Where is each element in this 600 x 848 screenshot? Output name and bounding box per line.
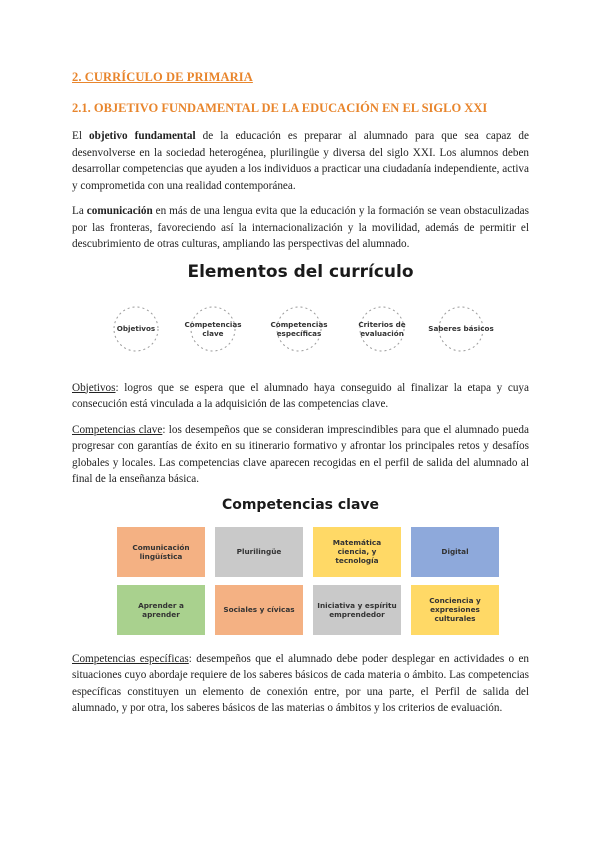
- section-title: 2. CURRÍCULO DE PRIMARIA: [72, 70, 253, 84]
- competencia-cell: Iniciativa y espíritu emprendedor: [313, 585, 401, 635]
- paragraph-comunicacion: [72, 203, 529, 253]
- diagram-competencias-title: Competencias clave: [221, 496, 380, 513]
- document-page: [72, 70, 529, 726]
- diagram-elements: [72, 302, 529, 370]
- definition-text: : logros que se espera que el alumnado haya conseguido al finalizar la etapa y cuya consecución está vinculada a la adquisición de las competencias clave.: [72, 381, 529, 410]
- p2-pre: La: [72, 205, 87, 217]
- competencia-cell: Aprender a aprender: [117, 585, 205, 635]
- element-circle-competencias-clave: [179, 302, 247, 356]
- competencia-cell: Conciencia y expresiones culturales: [411, 585, 499, 635]
- competencias-grid: [117, 527, 529, 635]
- definition-text: : los desempeños que se consideran imprescindibles para que el alumnado pueda progresar con garantías de éxito en su itinerario formativo y afrontar los principales retos y desafíos globales y locales. Las competencias clave aparecen recogidas en el perfil de salida del alumnado al final de la enseñanza básica.: [72, 423, 529, 485]
- element-circle-competencias-especificas: [265, 302, 333, 356]
- p2-bold: comunicación: [86, 205, 153, 217]
- p1-pre: El: [72, 130, 90, 142]
- p1-bold: objetivo fundamental: [89, 130, 196, 142]
- subsection-title: 2.1. OBJETIVO FUNDAMENTAL DE LA EDUCACIÓN EN EL SIGLO XXI: [72, 101, 488, 115]
- competencia-cell: Comunicación lingüística: [117, 527, 205, 577]
- definition-competencias-especificas: [72, 651, 529, 717]
- element-label: Saberes básicos: [428, 324, 494, 333]
- element-circle-saberes: [427, 302, 495, 356]
- element-circle-objetivos: [102, 302, 170, 356]
- element-label: Competencias clave: [184, 319, 242, 338]
- element-label: Competencias específicas: [270, 319, 328, 338]
- definition-text: : desempeños que el alumnado debe poder desplegar en actividades o en situaciones cuyo abordaje requiere de los saberes básicos de cada materia o ámbito. Las competencias específicas constituyen un elemento de conexión entre, por una parte, el Perfil de salida del alumnado, y por otra, los saberes básicos de las materias o ámbitos y los criterios de evaluación.: [72, 652, 529, 714]
- p1-post: de la educación es preparar al alumnado para que sea capaz de desenvolverse en la sociedad heterogénea, plurilingüe y diversa del siglo XXI. Los alumnos deben desarrollar competencias que ayuden a los individuos a practicar una ciudadanía independiente, activa y comprometida con una realidad contemporánea.: [72, 130, 529, 192]
- term-objetivos: Objetivos: [72, 381, 116, 394]
- p2-post: en más de una lengua evita que la educación y la formación se vean obstaculizadas por las fronteras, favoreciendo así la internacionalización y la movilidad, además de permitir el descubrimiento de otras culturas, ampliando las perspectivas del alumnado.: [72, 205, 529, 250]
- element-label: Objetivos: [116, 324, 156, 333]
- element-circle-criterios: [348, 302, 416, 356]
- term-competencias-especificas: Competencias específicas: [72, 652, 189, 665]
- competencia-cell: Digital: [411, 527, 499, 577]
- paragraph-objetivo: [72, 128, 529, 194]
- definition-competencias-clave: [72, 422, 529, 488]
- definition-objetivos: [72, 380, 529, 413]
- competencia-cell: Matemática ciencia, y tecnología: [313, 527, 401, 577]
- element-label: Criterios de evaluación: [358, 319, 406, 338]
- term-competencias-clave: Competencias clave: [72, 423, 163, 436]
- diagram-elements-title: Elementos del currículo: [187, 261, 414, 282]
- competencia-cell: Plurilingüe: [215, 527, 303, 577]
- competencia-cell: Sociales y cívicas: [215, 585, 303, 635]
